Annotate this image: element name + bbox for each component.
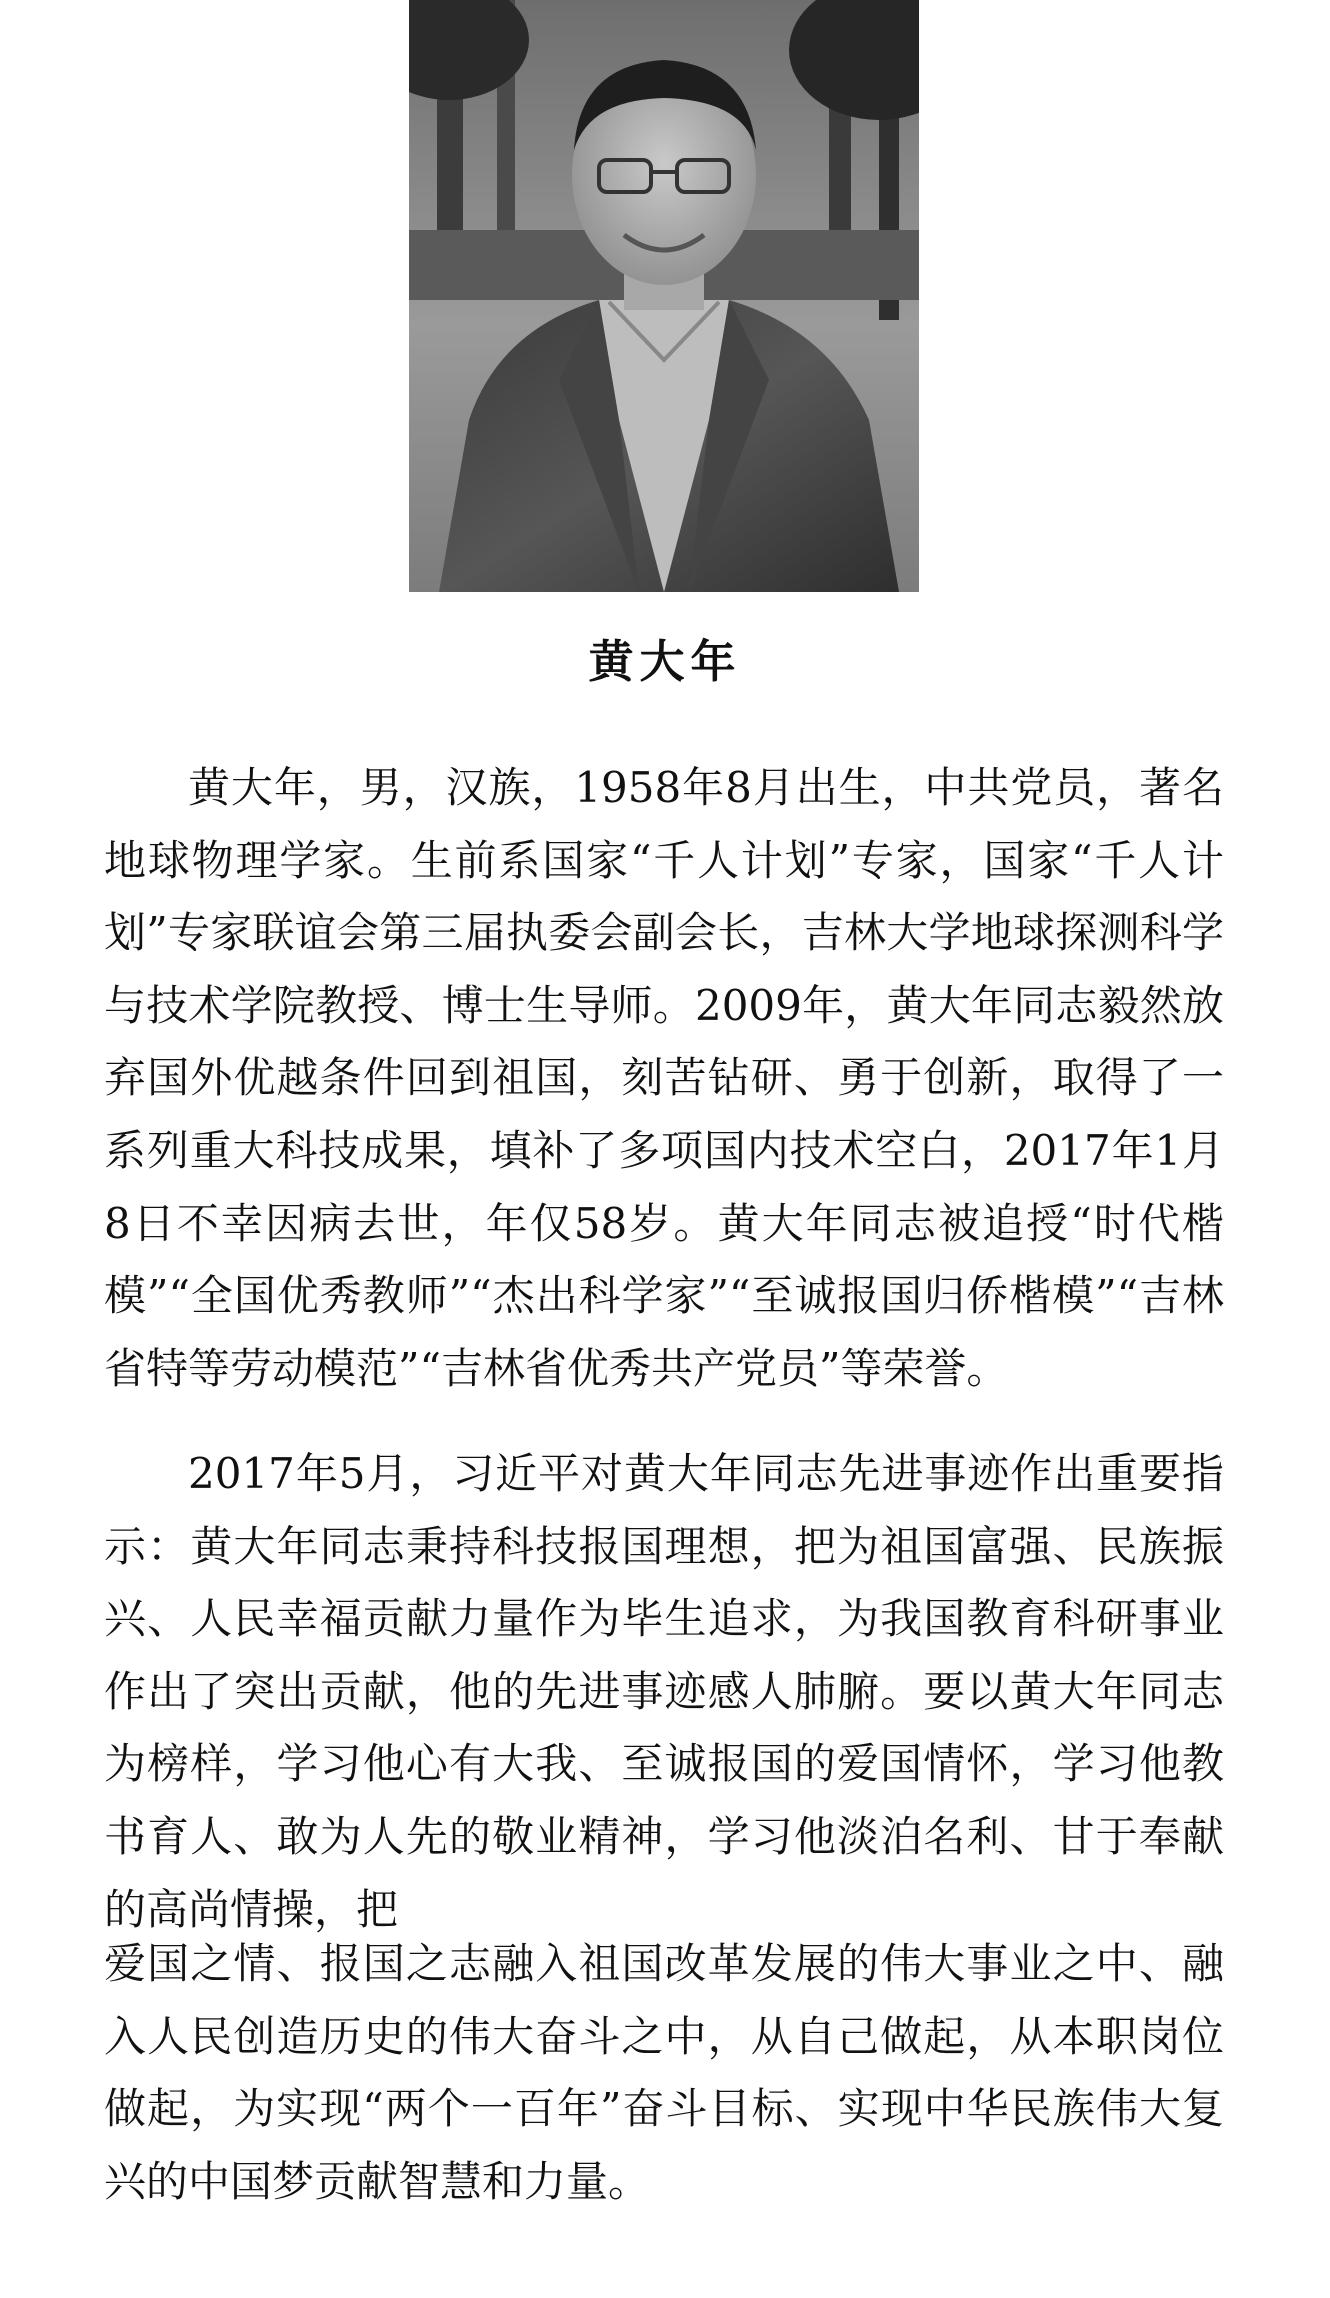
- instruction-continuation-paragraph: 爱国之情、报国之志融入祖国改革发展的伟大事业之中、融入人民创造历史的伟大奋斗之中，从自己做起，从本职岗位做起，为实现“两个一百年”奋斗目标、实现中华民族伟大复兴的中国梦贡献智慧和力量。: [104, 1939, 1224, 2206]
- portrait-photo: [409, 0, 919, 592]
- instruction-paragraph: 2017年5月，习近平对黄大年同志先进事迹作出重要指示：黄大年同志秉持科技报国理想，把为祖国富强、民族振兴、人民幸福贡献力量作为毕生追求，为我国教育科研事业作出了突出贡献，他的先进事迹感人肺腑。要以黄大年同志为榜样，学习他心有大我、至诚报国的爱国情怀，学习他教书育人、敢为人先的敬业精神，学习他淡泊名利、甘于奉献的高尚情操，把: [104, 1449, 1224, 1934]
- portrait-image: [409, 0, 919, 592]
- biography-paragraph: 黄大年，男，汉族，1958年8月出生，中共党员，著名地球物理学家。生前系国家“千人计划”专家，国家“千人计划”专家联谊会第三届执委会副会长，吉林大学地球探测科学与技术学院教授、博士生导师。2009年，黄大年同志毅然放弃国外优越条件回到祖国，刻苦钻研、勇于创新，取得了一系列重大科技成果，填补了多项国内技术空白，2017年1月8日不幸因病去世，年仅58岁。黄大年同志被追授“时代楷模”“全国优秀教师”“杰出科学家”“至诚报国归侨楷模”“吉林省特等劳动模范”“吉林省优秀共产党员”等荣誉。: [104, 763, 1224, 1393]
- person-name: 黄大年: [588, 635, 742, 688]
